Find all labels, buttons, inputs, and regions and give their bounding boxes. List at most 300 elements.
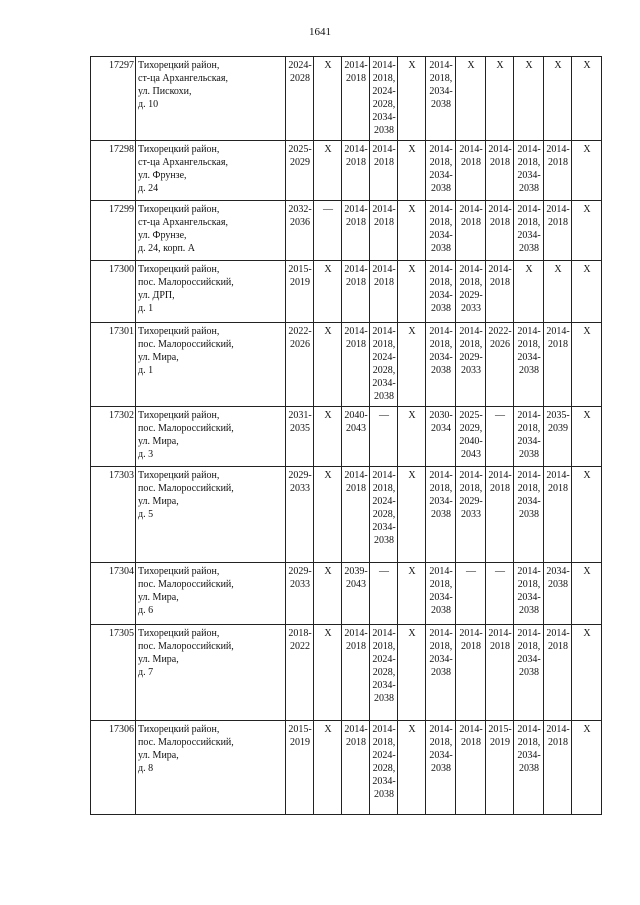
cell-line: 2018,: [372, 483, 396, 494]
cell-line: 2029-: [288, 566, 312, 577]
cell-line: 2043: [461, 449, 481, 460]
cell-line: 2043: [346, 579, 366, 590]
period-cell-3: [342, 407, 370, 467]
address-line: пос. Малороссийский,: [138, 277, 234, 288]
period-cell-10: [544, 721, 572, 815]
cell-line: 2018,: [459, 483, 483, 494]
cell-line: 2035: [290, 423, 310, 434]
cell-line: 2014-: [459, 628, 483, 639]
cell-line: 2014-: [459, 724, 483, 735]
cell-line: 2032-: [288, 204, 312, 215]
cell-line: 2038: [519, 605, 539, 616]
address-cell: [136, 141, 286, 201]
period-cell-6: [426, 407, 456, 467]
cell-line: 2034-: [429, 750, 453, 761]
record-number: 17302: [91, 407, 136, 467]
record-number: 17305: [91, 625, 136, 721]
cell-line: 2014-: [517, 566, 541, 577]
cell-line: 2038: [431, 99, 451, 110]
cell-line: Х: [408, 410, 416, 421]
cell-line: 2014-: [517, 204, 541, 215]
cell-line: 2018: [346, 737, 366, 748]
period-cell-2: [314, 407, 342, 467]
cell-line: 2018: [346, 157, 366, 168]
table-row: [91, 407, 602, 467]
cell-line: 2034-: [372, 522, 396, 533]
cell-line: 2014-: [372, 628, 396, 639]
cell-line: 2018: [548, 641, 568, 652]
cell-line: 2022-: [488, 326, 512, 337]
period-cell-1: [286, 261, 314, 323]
cell-line: Х: [408, 326, 416, 337]
cell-line: —: [495, 410, 505, 421]
cell-line: 2025-: [288, 144, 312, 155]
period-cell-6: [426, 141, 456, 201]
cell-line: 2018: [490, 277, 510, 288]
cell-line: 2040-: [344, 410, 368, 421]
cell-line: 2038: [431, 243, 451, 254]
cell-line: 2014-: [517, 326, 541, 337]
address-cell: [136, 323, 286, 407]
address-line: Тихорецкий район,: [138, 60, 220, 71]
address-line: д. 3: [138, 449, 154, 460]
cell-line: 2018,: [372, 339, 396, 350]
cell-line: 2033: [461, 303, 481, 314]
cell-line: 2040-: [459, 436, 483, 447]
cell-line: 2028,: [372, 509, 396, 520]
cell-line: 2031-: [288, 410, 312, 421]
cell-line: 2014-: [459, 326, 483, 337]
cell-line: 2018,: [372, 641, 396, 652]
period-cell-6: [426, 721, 456, 815]
cell-line: —: [495, 566, 505, 577]
cell-line: —: [323, 204, 333, 215]
cell-line: 2014-: [344, 470, 368, 481]
cell-line: 2018: [346, 73, 366, 84]
period-cell-4: [370, 141, 398, 201]
period-cell-8: [486, 141, 514, 201]
cell-line: 2014-: [372, 724, 396, 735]
cell-line: 2034-: [517, 230, 541, 241]
cell-line: 2014-: [459, 144, 483, 155]
cell-line: 2028,: [372, 763, 396, 774]
cell-line: 2018: [548, 339, 568, 350]
cell-line: 2018,: [429, 641, 453, 652]
address-line: д. 5: [138, 509, 154, 520]
period-cell-8: [486, 467, 514, 563]
cell-line: 2014-: [372, 470, 396, 481]
period-cell-3: [342, 261, 370, 323]
period-cell-7: [456, 407, 486, 467]
cell-line: 2014-: [488, 144, 512, 155]
table-row: [91, 261, 602, 323]
cell-line: 2018: [461, 157, 481, 168]
cell-line: Х: [554, 60, 562, 71]
cell-line: Х: [496, 60, 504, 71]
cell-line: 2014-: [488, 204, 512, 215]
cell-line: 2018,: [429, 339, 453, 350]
address-line: Тихорецкий район,: [138, 410, 220, 421]
address-line: д. 1: [138, 303, 154, 314]
cell-line: 2029: [290, 157, 310, 168]
cell-line: 2018: [548, 483, 568, 494]
cell-line: 2014-: [372, 326, 396, 337]
address-line: Тихорецкий район,: [138, 566, 220, 577]
period-cell-5: [398, 563, 426, 625]
period-cell-3: [342, 323, 370, 407]
cell-line: Х: [583, 724, 591, 735]
address-line: ст-ца Архангельская,: [138, 73, 228, 84]
cell-line: 2018,: [372, 73, 396, 84]
cell-line: 2018: [548, 217, 568, 228]
cell-line: 2014-: [372, 60, 396, 71]
period-cell-2: [314, 563, 342, 625]
cell-line: 2024-: [372, 654, 396, 665]
period-cell-8: [486, 201, 514, 261]
period-cell-1: [286, 721, 314, 815]
cell-line: —: [379, 566, 389, 577]
address-line: ул. ДРП,: [138, 290, 175, 301]
period-cell-9: [514, 57, 544, 141]
cell-line: 2014-: [459, 470, 483, 481]
cell-line: 2038: [374, 789, 394, 800]
cell-line: 2029,: [459, 423, 483, 434]
cell-line: Х: [408, 264, 416, 275]
cell-line: 2034-: [372, 378, 396, 389]
cell-line: 2034-: [517, 654, 541, 665]
period-cell-9: [514, 625, 544, 721]
period-cell-4: [370, 467, 398, 563]
period-cell-11: [572, 323, 602, 407]
cell-line: Х: [583, 204, 591, 215]
cell-line: 2019: [290, 277, 310, 288]
cell-line: —: [466, 566, 476, 577]
cell-line: 2039: [548, 423, 568, 434]
cell-line: 2014-: [459, 264, 483, 275]
cell-line: Х: [324, 326, 332, 337]
cell-line: 2014-: [517, 628, 541, 639]
address-line: пос. Малороссийский,: [138, 641, 234, 652]
cell-line: 2034-: [517, 170, 541, 181]
period-cell-10: [544, 261, 572, 323]
period-cell-4: [370, 323, 398, 407]
cell-line: 2018: [374, 157, 394, 168]
cell-line: 2014-: [429, 724, 453, 735]
cell-line: 2015-: [288, 724, 312, 735]
record-number: 17297: [91, 57, 136, 141]
cell-line: 2033: [461, 509, 481, 520]
record-number: 17306: [91, 721, 136, 815]
cell-line: 2018: [346, 217, 366, 228]
cell-line: 2014-: [372, 144, 396, 155]
period-cell-1: [286, 201, 314, 261]
cell-line: 2018,: [517, 641, 541, 652]
period-cell-3: [342, 625, 370, 721]
cell-line: 2034-: [429, 290, 453, 301]
period-cell-2: [314, 625, 342, 721]
period-cell-11: [572, 407, 602, 467]
cell-line: Х: [583, 566, 591, 577]
period-cell-3: [342, 201, 370, 261]
period-cell-3: [342, 57, 370, 141]
address-line: д. 1: [138, 365, 154, 376]
cell-line: 2014-: [488, 470, 512, 481]
period-cell-8: [486, 57, 514, 141]
period-cell-10: [544, 407, 572, 467]
cell-line: 2014-: [429, 326, 453, 337]
cell-line: 2015-: [488, 724, 512, 735]
cell-line: 2014-: [488, 264, 512, 275]
period-cell-11: [572, 721, 602, 815]
address-line: Тихорецкий район,: [138, 628, 220, 639]
cell-line: 2018,: [459, 277, 483, 288]
address-line: Тихорецкий район,: [138, 470, 220, 481]
cell-line: 2034-: [429, 86, 453, 97]
cell-line: 2018,: [517, 339, 541, 350]
cell-line: 2018: [490, 641, 510, 652]
address-cell: [136, 467, 286, 563]
record-number: 17304: [91, 563, 136, 625]
period-cell-1: [286, 563, 314, 625]
address-line: пос. Малороссийский,: [138, 737, 234, 748]
cell-line: 2034: [431, 423, 451, 434]
cell-line: 2029-: [459, 290, 483, 301]
period-cell-4: [370, 57, 398, 141]
cell-line: 2018,: [517, 217, 541, 228]
cell-line: 2015-: [288, 264, 312, 275]
cell-line: Х: [583, 628, 591, 639]
cell-line: 2018,: [429, 157, 453, 168]
cell-line: 2018: [374, 217, 394, 228]
cell-line: 2014-: [517, 410, 541, 421]
period-cell-1: [286, 467, 314, 563]
period-cell-9: [514, 563, 544, 625]
cell-line: 2029-: [288, 470, 312, 481]
period-cell-9: [514, 261, 544, 323]
address-cell: [136, 261, 286, 323]
cell-line: 2024-: [372, 750, 396, 761]
period-cell-11: [572, 57, 602, 141]
table-row: [91, 201, 602, 261]
record-number: 17301: [91, 323, 136, 407]
cell-line: 2018,: [517, 423, 541, 434]
cell-line: 2034-: [517, 352, 541, 363]
cell-line: Х: [324, 410, 332, 421]
table-row: [91, 625, 602, 721]
address-line: ул. Фрунзе,: [138, 230, 187, 241]
cell-line: 2018,: [429, 277, 453, 288]
period-cell-7: [456, 625, 486, 721]
cell-line: 2018: [346, 483, 366, 494]
period-cell-8: [486, 563, 514, 625]
cell-line: 2028,: [372, 667, 396, 678]
period-cell-5: [398, 407, 426, 467]
period-cell-8: [486, 407, 514, 467]
period-cell-11: [572, 563, 602, 625]
cell-line: Х: [583, 326, 591, 337]
cell-line: 2026: [290, 339, 310, 350]
cell-line: 2038: [374, 391, 394, 402]
cell-line: Х: [324, 566, 332, 577]
cell-line: 2014-: [429, 144, 453, 155]
cell-line: Х: [324, 470, 332, 481]
cell-line: 2038: [519, 183, 539, 194]
cell-line: 2022: [290, 641, 310, 652]
cell-line: 2014-: [429, 264, 453, 275]
cell-line: 2018: [346, 277, 366, 288]
period-cell-5: [398, 323, 426, 407]
period-cell-3: [342, 467, 370, 563]
address-line: Тихорецкий район,: [138, 144, 220, 155]
period-cell-5: [398, 467, 426, 563]
address-line: ст-ца Архангельская,: [138, 217, 228, 228]
address-line: Тихорецкий район,: [138, 724, 220, 735]
cell-line: 2014-: [546, 144, 570, 155]
cell-line: 2014-: [344, 724, 368, 735]
cell-line: 2014-: [459, 204, 483, 215]
cell-line: 2018: [346, 339, 366, 350]
cell-line: Х: [583, 60, 591, 71]
table-row: [91, 467, 602, 563]
cell-line: 2029-: [459, 352, 483, 363]
cell-line: 2034-: [517, 750, 541, 761]
cell-line: 2035-: [546, 410, 570, 421]
cell-line: 2018-: [288, 628, 312, 639]
cell-line: Х: [525, 264, 533, 275]
cell-line: 2038: [519, 243, 539, 254]
cell-line: 2024-: [372, 352, 396, 363]
cell-line: 2034-: [517, 436, 541, 447]
address-line: Тихорецкий район,: [138, 326, 220, 337]
period-cell-11: [572, 625, 602, 721]
period-cell-7: [456, 323, 486, 407]
cell-line: 2014-: [517, 724, 541, 735]
cell-line: 2014-: [429, 204, 453, 215]
cell-line: 2018,: [429, 73, 453, 84]
address-cell: [136, 625, 286, 721]
cell-line: Х: [583, 144, 591, 155]
period-cell-10: [544, 563, 572, 625]
address-line: ул. Мира,: [138, 352, 179, 363]
cell-line: —: [379, 410, 389, 421]
cell-line: 2014-: [372, 264, 396, 275]
address-line: пос. Малороссийский,: [138, 483, 234, 494]
cell-line: 2014-: [546, 470, 570, 481]
cell-line: Х: [324, 724, 332, 735]
cell-line: Х: [324, 628, 332, 639]
cell-line: Х: [408, 628, 416, 639]
period-cell-2: [314, 721, 342, 815]
period-cell-1: [286, 407, 314, 467]
cell-line: 2018: [346, 641, 366, 652]
period-cell-10: [544, 201, 572, 261]
cell-line: 2034-: [429, 230, 453, 241]
table-row: [91, 563, 602, 625]
cell-line: 2018,: [459, 339, 483, 350]
cell-line: 2014-: [429, 628, 453, 639]
cell-line: 2018,: [517, 737, 541, 748]
cell-line: 2018,: [429, 217, 453, 228]
cell-line: 2038: [548, 579, 568, 590]
cell-line: 2014-: [517, 470, 541, 481]
period-cell-3: [342, 141, 370, 201]
period-cell-7: [456, 201, 486, 261]
cell-line: 2018,: [517, 483, 541, 494]
period-cell-7: [456, 467, 486, 563]
cell-line: Х: [583, 410, 591, 421]
record-number: 17299: [91, 201, 136, 261]
cell-line: Х: [408, 724, 416, 735]
period-cell-6: [426, 57, 456, 141]
period-cell-7: [456, 141, 486, 201]
period-cell-9: [514, 721, 544, 815]
cell-line: Х: [408, 204, 416, 215]
address-line: ул. Пискохи,: [138, 86, 192, 97]
cell-line: 2033: [290, 579, 310, 590]
cell-line: 2014-: [546, 326, 570, 337]
period-cell-11: [572, 141, 602, 201]
address-line: Тихорецкий район,: [138, 264, 220, 275]
period-cell-11: [572, 201, 602, 261]
cell-line: 2019: [490, 737, 510, 748]
cell-line: 2014-: [344, 628, 368, 639]
cell-line: 2038: [519, 667, 539, 678]
cell-line: 2018: [461, 217, 481, 228]
address-line: пос. Малороссийский,: [138, 579, 234, 590]
period-cell-10: [544, 141, 572, 201]
address-line: ул. Мира,: [138, 592, 179, 603]
cell-line: 2024-: [288, 60, 312, 71]
cell-line: 2014-: [517, 144, 541, 155]
period-cell-10: [544, 57, 572, 141]
cell-line: 2018,: [517, 579, 541, 590]
address-cell: [136, 57, 286, 141]
period-cell-1: [286, 57, 314, 141]
period-cell-9: [514, 407, 544, 467]
cell-line: 2014-: [372, 204, 396, 215]
cell-line: 2024-: [372, 496, 396, 507]
table-row: [91, 323, 602, 407]
address-line: д. 24: [138, 183, 159, 194]
period-cell-2: [314, 57, 342, 141]
period-cell-8: [486, 721, 514, 815]
cell-line: 2038: [519, 449, 539, 460]
cell-line: 2014-: [344, 204, 368, 215]
cell-line: 2034-: [429, 592, 453, 603]
cell-line: 2014-: [344, 264, 368, 275]
cell-line: 2014-: [546, 724, 570, 735]
cell-line: 2034-: [372, 680, 396, 691]
period-cell-4: [370, 563, 398, 625]
cell-line: Х: [554, 264, 562, 275]
cell-line: 2018,: [429, 737, 453, 748]
period-cell-1: [286, 141, 314, 201]
period-cell-6: [426, 261, 456, 323]
cell-line: 2014-: [344, 326, 368, 337]
cell-line: 2026: [490, 339, 510, 350]
cell-line: Х: [324, 60, 332, 71]
cell-line: 2014-: [429, 566, 453, 577]
cell-line: 2018: [490, 217, 510, 228]
period-cell-2: [314, 467, 342, 563]
cell-line: Х: [408, 566, 416, 577]
period-cell-6: [426, 467, 456, 563]
period-cell-1: [286, 323, 314, 407]
cell-line: 2038: [431, 667, 451, 678]
cell-line: 2018: [461, 737, 481, 748]
cell-line: Х: [324, 144, 332, 155]
cell-line: 2030-: [429, 410, 453, 421]
